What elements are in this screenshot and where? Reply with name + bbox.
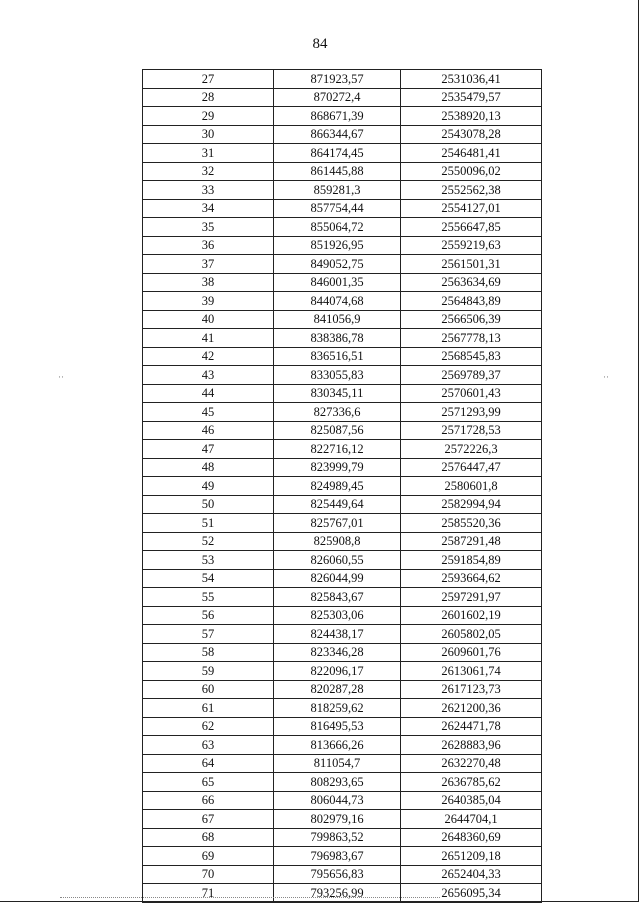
- point-number-cell: 45: [143, 403, 274, 422]
- scan-speck-left: ··: [58, 372, 64, 382]
- point-number-cell: 70: [143, 865, 274, 884]
- y-coordinate-cell: 2628883,96: [401, 736, 542, 755]
- y-coordinate-cell: 2640385,04: [401, 791, 542, 810]
- x-coordinate-cell: 813666,26: [274, 736, 401, 755]
- point-number-cell: 44: [143, 384, 274, 403]
- y-coordinate-cell: 2636785,62: [401, 773, 542, 792]
- table-row: [143, 70, 542, 89]
- point-number-cell: 31: [143, 144, 274, 163]
- coordinates-table-body: [143, 70, 542, 903]
- x-coordinate-cell: 851926,95: [274, 236, 401, 255]
- x-coordinate-cell: 844074,68: [274, 292, 401, 311]
- table-row: [143, 347, 542, 366]
- x-coordinate-cell: 795656,83: [274, 865, 401, 884]
- point-number-cell: 38: [143, 273, 274, 292]
- y-coordinate-cell: 2554127,01: [401, 199, 542, 218]
- x-coordinate-cell: 857754,44: [274, 199, 401, 218]
- table-row: [143, 440, 542, 459]
- point-number-cell: 39: [143, 292, 274, 311]
- x-coordinate-cell: 846001,35: [274, 273, 401, 292]
- point-number-cell: 50: [143, 495, 274, 514]
- x-coordinate-cell: 825767,01: [274, 514, 401, 533]
- table-row: [143, 680, 542, 699]
- x-coordinate-cell: 811054,7: [274, 754, 401, 773]
- y-coordinate-cell: 2582994,94: [401, 495, 542, 514]
- point-number-cell: 60: [143, 680, 274, 699]
- y-coordinate-cell: 2572226,3: [401, 440, 542, 459]
- point-number-cell: 27: [143, 70, 274, 89]
- x-coordinate-cell: 868671,39: [274, 107, 401, 126]
- point-number-cell: 37: [143, 255, 274, 274]
- x-coordinate-cell: 830345,11: [274, 384, 401, 403]
- x-coordinate-cell: 825303,06: [274, 606, 401, 625]
- coordinates-table: [142, 69, 542, 903]
- x-coordinate-cell: 822716,12: [274, 440, 401, 459]
- table-row: [143, 551, 542, 570]
- point-number-cell: 71: [143, 884, 274, 903]
- y-coordinate-cell: 2538920,13: [401, 107, 542, 126]
- point-number-cell: 69: [143, 847, 274, 866]
- x-coordinate-cell: 826060,55: [274, 551, 401, 570]
- y-coordinate-cell: 2559219,63: [401, 236, 542, 255]
- table-row: [143, 477, 542, 496]
- y-coordinate-cell: 2632270,48: [401, 754, 542, 773]
- y-coordinate-cell: 2601602,19: [401, 606, 542, 625]
- table-row: [143, 514, 542, 533]
- y-coordinate-cell: 2561501,31: [401, 255, 542, 274]
- table-row: [143, 643, 542, 662]
- point-number-cell: 32: [143, 162, 274, 181]
- x-coordinate-cell: 836516,51: [274, 347, 401, 366]
- y-coordinate-cell: 2580601,8: [401, 477, 542, 496]
- x-coordinate-cell: 841056,9: [274, 310, 401, 329]
- x-coordinate-cell: 802979,16: [274, 810, 401, 829]
- table-row: [143, 495, 542, 514]
- y-coordinate-cell: 2585520,36: [401, 514, 542, 533]
- y-coordinate-cell: 2597291,97: [401, 588, 542, 607]
- table-row: [143, 662, 542, 681]
- x-coordinate-cell: 825843,67: [274, 588, 401, 607]
- table-row: [143, 162, 542, 181]
- x-coordinate-cell: 806044,73: [274, 791, 401, 810]
- point-number-cell: 59: [143, 662, 274, 681]
- x-coordinate-cell: 796983,67: [274, 847, 401, 866]
- y-coordinate-cell: 2613061,74: [401, 662, 542, 681]
- point-number-cell: 33: [143, 181, 274, 200]
- x-coordinate-cell: 825908,8: [274, 532, 401, 551]
- y-coordinate-cell: 2571728,53: [401, 421, 542, 440]
- table-row: [143, 384, 542, 403]
- y-coordinate-cell: 2543078,28: [401, 125, 542, 144]
- table-row: [143, 532, 542, 551]
- table-row: [143, 625, 542, 644]
- scan-bottom-rule: [60, 897, 440, 898]
- point-number-cell: 36: [143, 236, 274, 255]
- x-coordinate-cell: 864174,45: [274, 144, 401, 163]
- point-number-cell: 55: [143, 588, 274, 607]
- y-coordinate-cell: 2552562,38: [401, 181, 542, 200]
- point-number-cell: 29: [143, 107, 274, 126]
- table-row: [143, 218, 542, 237]
- table-row: [143, 255, 542, 274]
- x-coordinate-cell: 849052,75: [274, 255, 401, 274]
- y-coordinate-cell: 2648360,69: [401, 828, 542, 847]
- y-coordinate-cell: 2556647,85: [401, 218, 542, 237]
- y-coordinate-cell: 2656095,34: [401, 884, 542, 903]
- point-number-cell: 62: [143, 717, 274, 736]
- x-coordinate-cell: 824989,45: [274, 477, 401, 496]
- x-coordinate-cell: 816495,53: [274, 717, 401, 736]
- point-number-cell: 30: [143, 125, 274, 144]
- y-coordinate-cell: 2624471,78: [401, 717, 542, 736]
- x-coordinate-cell: 799863,52: [274, 828, 401, 847]
- y-coordinate-cell: 2550096,02: [401, 162, 542, 181]
- point-number-cell: 51: [143, 514, 274, 533]
- point-number-cell: 43: [143, 366, 274, 385]
- table-row: [143, 606, 542, 625]
- table-row: [143, 736, 542, 755]
- y-coordinate-cell: 2570601,43: [401, 384, 542, 403]
- table-row: [143, 236, 542, 255]
- y-coordinate-cell: 2621200,36: [401, 699, 542, 718]
- y-coordinate-cell: 2593664,62: [401, 569, 542, 588]
- point-number-cell: 65: [143, 773, 274, 792]
- y-coordinate-cell: 2605802,05: [401, 625, 542, 644]
- point-number-cell: 46: [143, 421, 274, 440]
- table-row: [143, 828, 542, 847]
- y-coordinate-cell: 2571293,99: [401, 403, 542, 422]
- y-coordinate-cell: 2568545,83: [401, 347, 542, 366]
- table-row: [143, 88, 542, 107]
- table-row: [143, 754, 542, 773]
- table-row: [143, 421, 542, 440]
- table-row: [143, 791, 542, 810]
- point-number-cell: 63: [143, 736, 274, 755]
- point-number-cell: 68: [143, 828, 274, 847]
- point-number-cell: 56: [143, 606, 274, 625]
- point-number-cell: 61: [143, 699, 274, 718]
- table-row: [143, 366, 542, 385]
- x-coordinate-cell: 833055,83: [274, 366, 401, 385]
- point-number-cell: 54: [143, 569, 274, 588]
- x-coordinate-cell: 822096,17: [274, 662, 401, 681]
- table-row: [143, 699, 542, 718]
- x-coordinate-cell: 861445,88: [274, 162, 401, 181]
- table-row: [143, 144, 542, 163]
- x-coordinate-cell: 818259,62: [274, 699, 401, 718]
- y-coordinate-cell: 2566506,39: [401, 310, 542, 329]
- point-number-cell: 58: [143, 643, 274, 662]
- x-coordinate-cell: 808293,65: [274, 773, 401, 792]
- y-coordinate-cell: 2587291,48: [401, 532, 542, 551]
- x-coordinate-cell: 838386,78: [274, 329, 401, 348]
- table-row: [143, 107, 542, 126]
- y-coordinate-cell: 2644704,1: [401, 810, 542, 829]
- y-coordinate-cell: 2591854,89: [401, 551, 542, 570]
- x-coordinate-cell: 826044,99: [274, 569, 401, 588]
- x-coordinate-cell: 825087,56: [274, 421, 401, 440]
- table-row: [143, 884, 542, 903]
- table-row: [143, 292, 542, 311]
- table-row: [143, 403, 542, 422]
- x-coordinate-cell: 870272,4: [274, 88, 401, 107]
- x-coordinate-cell: 871923,57: [274, 70, 401, 89]
- table-row: [143, 329, 542, 348]
- table-row: [143, 847, 542, 866]
- point-number-cell: 57: [143, 625, 274, 644]
- point-number-cell: 28: [143, 88, 274, 107]
- y-coordinate-cell: 2617123,73: [401, 680, 542, 699]
- point-number-cell: 35: [143, 218, 274, 237]
- x-coordinate-cell: 855064,72: [274, 218, 401, 237]
- x-coordinate-cell: 820287,28: [274, 680, 401, 699]
- page-number: 84: [312, 36, 328, 52]
- x-coordinate-cell: 859281,3: [274, 181, 401, 200]
- y-coordinate-cell: 2531036,41: [401, 70, 542, 89]
- point-number-cell: 48: [143, 458, 274, 477]
- x-coordinate-cell: 824438,17: [274, 625, 401, 644]
- x-coordinate-cell: 823346,28: [274, 643, 401, 662]
- point-number-cell: 49: [143, 477, 274, 496]
- x-coordinate-cell: 823999,79: [274, 458, 401, 477]
- y-coordinate-cell: 2546481,41: [401, 144, 542, 163]
- y-coordinate-cell: 2567778,13: [401, 329, 542, 348]
- y-coordinate-cell: 2576447,47: [401, 458, 542, 477]
- table-row: [143, 810, 542, 829]
- table-row: [143, 310, 542, 329]
- point-number-cell: 52: [143, 532, 274, 551]
- table-row: [143, 181, 542, 200]
- x-coordinate-cell: 825449,64: [274, 495, 401, 514]
- point-number-cell: 40: [143, 310, 274, 329]
- table-row: [143, 865, 542, 884]
- table-row: [143, 717, 542, 736]
- table-row: [143, 773, 542, 792]
- point-number-cell: 47: [143, 440, 274, 459]
- y-coordinate-cell: 2651209,18: [401, 847, 542, 866]
- x-coordinate-cell: 866344,67: [274, 125, 401, 144]
- y-coordinate-cell: 2652404,33: [401, 865, 542, 884]
- table-row: [143, 273, 542, 292]
- point-number-cell: 64: [143, 754, 274, 773]
- y-coordinate-cell: 2563634,69: [401, 273, 542, 292]
- scan-speck-right: ··: [603, 372, 609, 382]
- y-coordinate-cell: 2564843,89: [401, 292, 542, 311]
- y-coordinate-cell: 2609601,76: [401, 643, 542, 662]
- x-coordinate-cell: 793256,99: [274, 884, 401, 903]
- point-number-cell: 66: [143, 791, 274, 810]
- table-row: [143, 588, 542, 607]
- y-coordinate-cell: 2569789,37: [401, 366, 542, 385]
- point-number-cell: 41: [143, 329, 274, 348]
- x-coordinate-cell: 827336,6: [274, 403, 401, 422]
- point-number-cell: 34: [143, 199, 274, 218]
- y-coordinate-cell: 2535479,57: [401, 88, 542, 107]
- table-row: [143, 458, 542, 477]
- point-number-cell: 42: [143, 347, 274, 366]
- table-row: [143, 199, 542, 218]
- table-row: [143, 125, 542, 144]
- point-number-cell: 67: [143, 810, 274, 829]
- table-row: [143, 569, 542, 588]
- point-number-cell: 53: [143, 551, 274, 570]
